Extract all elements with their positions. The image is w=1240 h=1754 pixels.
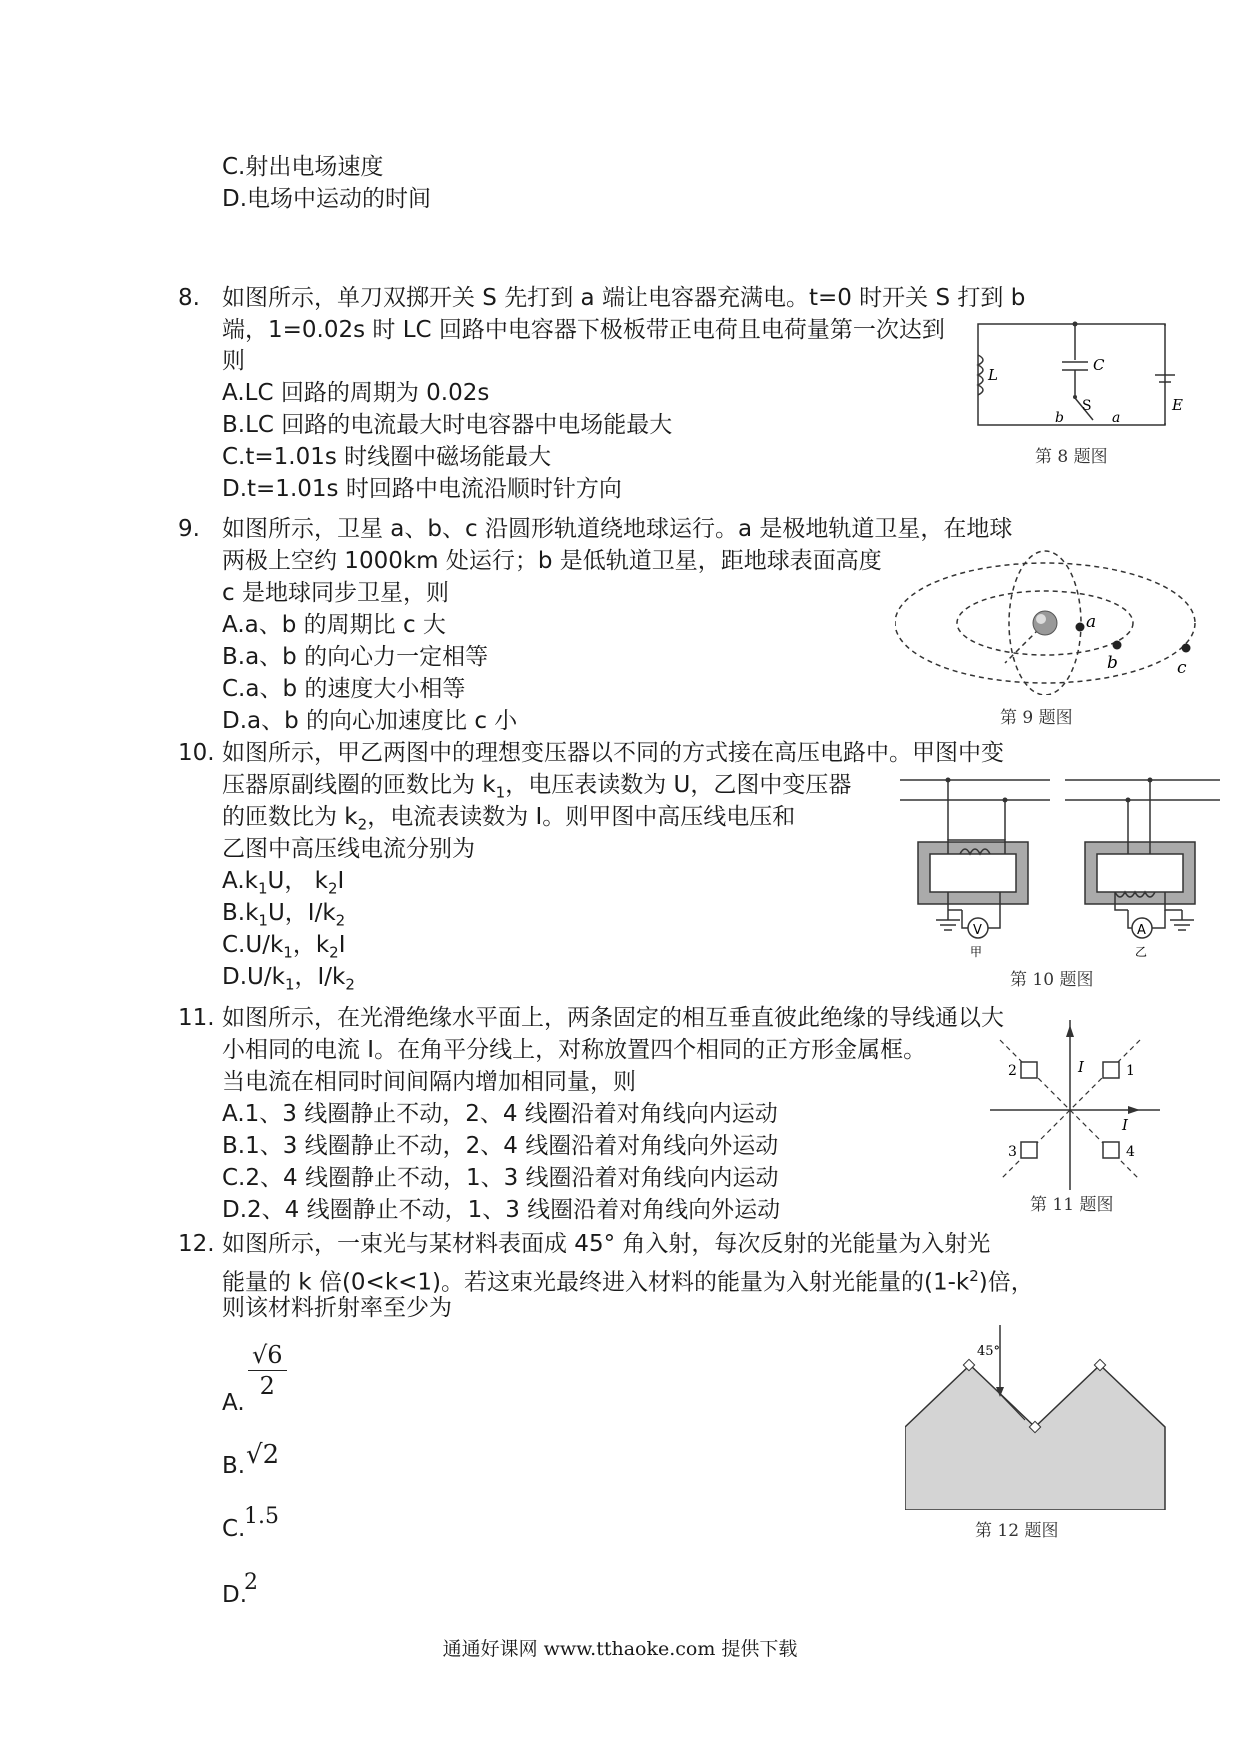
q11-option-b: B.1、3 线圈静止不动，2、4 线圈沿着对角线向外运动 (222, 1133, 779, 1159)
q11-coil-1-label: 1 (1126, 1063, 1135, 1079)
q8-label-s: S (1082, 398, 1092, 414)
q8-option-d: D.t=1.01s 时回路中电流沿顺时针方向 (222, 476, 622, 502)
q10-option-d: $D.U/k_1$，$I/k_2$ (222, 964, 355, 994)
q10-stem-line1: 如图所示，甲乙两图中的理想变压器以不同的方式接在高压电路中。甲图中变 (222, 740, 1004, 766)
q12-angle-label: 45° (977, 1344, 1001, 1359)
q9-option-b: B.a、b 的向心力一定相等 (222, 644, 489, 670)
q12-stem-line2: 能量的 k 倍(0<k<1)。若这束光最终进入材料的能量为入射光能量的$(1-k^2)$倍， (222, 1267, 1034, 1296)
q9-orbit-diagram (895, 545, 1225, 695)
prev-option-c: C.射出电场速度 (222, 154, 384, 180)
q12-stem-line1: 如图所示，一束光与某材料表面成 45° 角入射，每次反射的光能量为入射光 (222, 1231, 991, 1257)
q12-option-a-label: A. (222, 1390, 245, 1416)
q9-option-a: A.a、b 的周期比 c 大 (222, 612, 446, 638)
q12-option-b-label: B. (222, 1453, 246, 1479)
q12-option-c-value: 1.5 (244, 1504, 279, 1529)
q10-transformer-diagram (900, 770, 1230, 970)
q10-ammeter-label: A (1137, 923, 1146, 938)
q11-stem-line2: 小相同的电流 I。在角平分线上，对称放置四个相同的正方形金属框。 (222, 1037, 927, 1063)
q8-caption: 第 8 题图 (1035, 447, 1108, 467)
q10-caption: 第 10 题图 (1010, 970, 1094, 990)
q12-option-a-denominator: 2 (259, 1372, 275, 1400)
q11-option-a: A.1、3 线圈静止不动，2、4 线圈沿着对角线向内运动 (222, 1101, 778, 1127)
q8-stem-line2: 端，1=0.02s 时 LC 回路中电容器下极板带正电荷且电荷量第一次达到 (222, 317, 945, 343)
q10-voltmeter-label: V (973, 923, 982, 938)
q8-label-c: C (1093, 356, 1105, 374)
q12-option-a-numerator: √6 (248, 1340, 287, 1371)
q8-option-c: C.t=1.01s 时线圈中磁场能最大 (222, 444, 552, 470)
q10-option-a: $A.k_1U$， $k_2I$ (222, 868, 345, 898)
q11-number: 11. (178, 1005, 215, 1031)
q11-caption: 第 11 题图 (1030, 1195, 1114, 1215)
q12-option-a-fraction (248, 1340, 287, 1401)
q8-label-l: L (988, 366, 998, 384)
q11-coil-4-label: 4 (1126, 1144, 1135, 1160)
q11-current-label-horizontal: I (1122, 1116, 1128, 1134)
q10-label-jia: 甲 (970, 945, 983, 959)
q11-stem-line1: 如图所示，在光滑绝缘水平面上，两条固定的相互垂直彼此绝缘的导线通以大 (222, 1005, 1004, 1031)
q8-stem-line1: 如图所示，单刀双掷开关 S 先打到 a 端让电容器充满电。t=0 时开关 S 打到 b (222, 285, 1026, 311)
q8-number: 8. (178, 285, 200, 311)
q9-option-d: D.a、b 的向心加速度比 c 小 (222, 708, 518, 734)
q10-stem-line4: 乙图中高压线电流分别为 (222, 836, 475, 862)
q10-stem-line3: 的匝数比为 $k_2$，电流表读数为 I。则甲图中高压线电压和 (222, 804, 796, 834)
q11-wire-diagram (990, 1020, 1170, 1190)
q8-label-a: a (1112, 410, 1121, 426)
q9-number: 9. (178, 516, 200, 542)
q12-number: 12. (178, 1231, 215, 1257)
q11-coil-2-label: 2 (1008, 1063, 1017, 1079)
q10-label-yi: 乙 (1135, 945, 1148, 959)
q10-number: 10. (178, 740, 215, 766)
q9-stem-line1: 如图所示，卫星 a、b、c 沿圆形轨道绕地球运行。a 是极地轨道卫星，在地球 (222, 516, 1013, 542)
prev-option-d: D.电场中运动的时间 (222, 186, 432, 212)
q9-option-c: C.a、b 的速度大小相等 (222, 676, 466, 702)
q9-stem-line3: c 是地球同步卫星，则 (222, 580, 449, 606)
q9-label-a: a (1086, 612, 1097, 632)
q12-option-d-value: 2 (244, 1570, 258, 1595)
q11-coil-3-label: 3 (1008, 1144, 1017, 1160)
q8-stem-line3: 则 (222, 348, 245, 374)
q10-option-b: $B.k_1U$，$I/k_2$ (222, 900, 346, 930)
q8-option-b: B.LC 回路的电流最大时电容器中电场能最大 (222, 412, 673, 438)
q9-caption: 第 9 题图 (1000, 708, 1073, 728)
q12-option-b-value: √2 (246, 1440, 280, 1470)
q11-option-c: C.2、4 线圈静止不动，1、3 线圈沿着对角线向内运动 (222, 1165, 779, 1191)
q11-current-label-vertical: I (1078, 1058, 1084, 1076)
q11-stem-line3: 当电流在相同时间间隔内增加相同量，则 (222, 1069, 636, 1095)
q9-label-c: c (1177, 658, 1187, 678)
q12-prism-diagram (905, 1325, 1170, 1510)
q11-option-d: D.2、4 线圈静止不动，1、3 线圈沿着对角线向外运动 (222, 1197, 781, 1223)
q12-stem-line3: 则该材料折射率至少为 (222, 1295, 452, 1321)
q12-option-c-label: C. (222, 1516, 246, 1542)
q12-option-d-label: D. (222, 1582, 248, 1608)
q10-option-c: $C.U/k_1$，$k_2I$ (222, 932, 346, 962)
q8-option-a: A.LC 回路的周期为 0.02s (222, 380, 490, 406)
q10-stem-line2: 压器原副线圈的匝数比为 $k_1$，电压表读数为 U，乙图中变压器 (222, 772, 852, 802)
page-footer: 通通好课网 www.tthaoke.com 提供下载 (442, 1638, 798, 1660)
q12-caption: 第 12 题图 (975, 1521, 1059, 1541)
q8-label-b: b (1055, 410, 1064, 426)
q9-stem-line2: 两极上空约 1000km 处运行；b 是低轨道卫星，距地球表面高度 (222, 548, 882, 574)
q9-label-b: b (1107, 653, 1118, 673)
q8-circuit-diagram (950, 310, 1190, 460)
q8-label-e: E (1172, 396, 1183, 414)
